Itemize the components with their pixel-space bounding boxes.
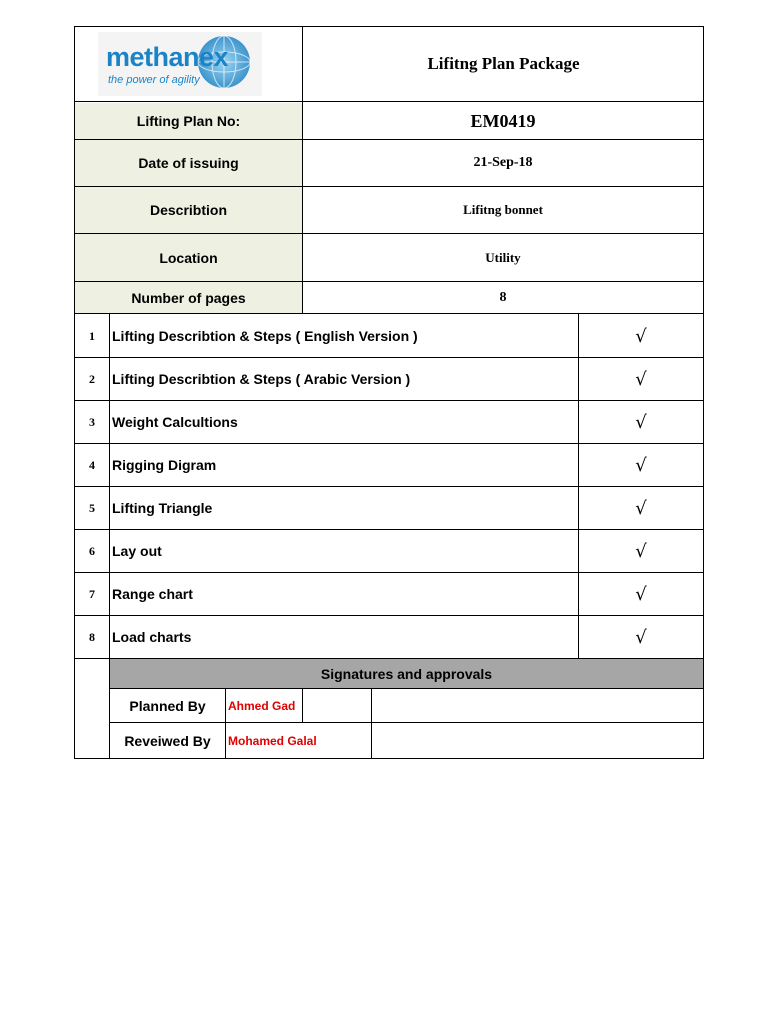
item-text: Weight Calcultions [112,414,238,430]
item-number: 6 [89,543,95,558]
check-mark: √ [635,454,647,476]
item-text: Lay out [112,543,162,559]
item-text: Load charts [112,629,192,645]
check-mark: √ [635,583,647,605]
signatures-header: Signatures and approvals [110,659,703,688]
item-number: 8 [89,629,95,644]
info-value-plan-no: EM0419 [470,110,536,131]
item-number: 5 [89,500,95,515]
item-text: Lifting Describtion & Steps ( Arabic Version ) [112,371,411,387]
info-label-pages: Number of pages [75,282,302,313]
reviewed-by-signature-field[interactable] [372,723,703,758]
item-text: Lifting Describtion & Steps ( English Version ) [112,328,418,344]
planned-by-signature-field[interactable] [303,689,371,722]
info-value-pages: 8 [499,289,507,305]
planned-by-label: Planned By [129,697,206,714]
check-mark: √ [635,497,647,519]
check-mark: √ [635,325,647,347]
item-number: 7 [89,586,95,601]
check-mark: √ [635,540,647,562]
info-label-description: Describtion [75,187,302,233]
item-text: Rigging Digram [112,457,217,473]
check-mark: √ [635,626,647,648]
item-number: 4 [89,457,95,472]
check-mark: √ [635,411,647,433]
item-number: 3 [89,414,95,429]
info-value-date: 21-Sep-18 [473,155,533,170]
reviewed-by-name: Mohamed Galal [228,733,317,748]
info-value-description: Lifitng bonnet [463,202,543,217]
brand-name: methanex [106,42,229,72]
item-number: 2 [89,371,95,386]
planned-by-date-field[interactable] [372,689,703,722]
info-label-date: Date of issuing [75,140,302,186]
info-label-location: Location [75,234,302,281]
item-text: Range chart [112,586,193,602]
item-text: Lifting Triangle [112,500,213,516]
methanex-logo [98,32,262,96]
info-label-plan-no: Lifting Plan No: [75,103,302,139]
item-number: 1 [89,328,95,343]
package-title: Lifitng Plan Package [427,54,580,73]
brand-tagline: the power of agility [108,74,200,86]
reviewed-by-label: Reveiwed By [124,732,211,749]
planned-by-name: Ahmed Gad [228,698,296,713]
info-value-location: Utility [485,249,521,265]
check-mark: √ [635,368,647,390]
